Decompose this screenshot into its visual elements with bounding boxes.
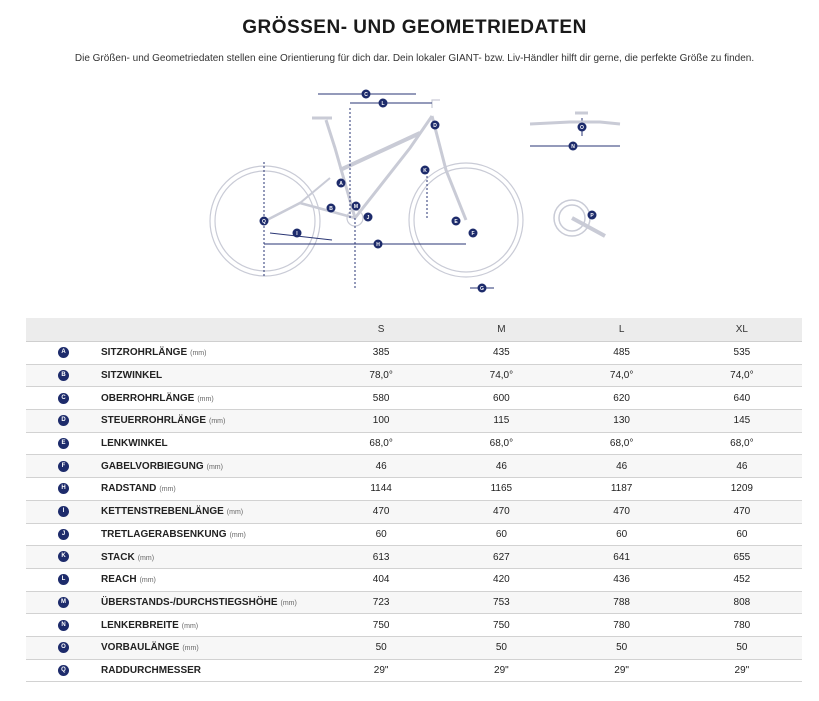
- value-cell-m: 29": [441, 659, 561, 682]
- parameter-unit: (mm): [182, 645, 199, 653]
- value-cell-s: 723: [321, 591, 441, 614]
- table-body: [26, 342, 802, 682]
- row-letter-badge: I: [58, 506, 69, 517]
- label-G: G: [480, 286, 484, 292]
- value-cell-m: 420: [441, 568, 561, 591]
- geometry-diagram: [0, 78, 819, 308]
- value-cell-s: 750: [321, 614, 441, 637]
- value-cell-l: 74,0°: [562, 364, 682, 387]
- row-name-cell: [101, 636, 321, 659]
- label-L: L: [381, 101, 385, 107]
- label-O: O: [580, 125, 584, 131]
- parameter-unit: (mm): [206, 463, 223, 471]
- row-name-cell: [101, 342, 321, 365]
- label-J: J: [366, 215, 370, 221]
- value-cell-s: 404: [321, 568, 441, 591]
- value-cell-s: 60: [321, 523, 441, 546]
- label-C: C: [364, 92, 368, 98]
- parameter-name: VORBAULÄNGE: [101, 642, 180, 654]
- parameter-name: LENKWINKEL: [101, 438, 168, 450]
- header-size-xl: XL: [682, 318, 802, 342]
- value-cell-xl: 145: [682, 410, 802, 433]
- value-cell-s: 385: [321, 342, 441, 365]
- row-letter-badge: Q: [58, 665, 69, 676]
- value-cell-m: 435: [441, 342, 561, 365]
- row-badge-cell: [26, 636, 101, 659]
- parameter-name: RADSTAND: [101, 483, 157, 495]
- parameter-name: TRETLAGERABSENKUNG: [101, 528, 227, 540]
- row-name-cell: [101, 387, 321, 410]
- value-cell-s: 78,0°: [321, 364, 441, 387]
- value-cell-m: 60: [441, 523, 561, 546]
- parameter-name: STACK: [101, 551, 135, 563]
- header-size-s: S: [321, 318, 441, 342]
- value-cell-s: 470: [321, 500, 441, 523]
- row-badge-cell: [26, 659, 101, 682]
- value-cell-s: 613: [321, 546, 441, 569]
- value-cell-l: 780: [562, 614, 682, 637]
- value-cell-m: 750: [441, 614, 561, 637]
- row-badge-cell: [26, 432, 101, 455]
- row-badge-cell: [26, 500, 101, 523]
- parameter-name: STEUERROHRLÄNGE: [101, 415, 207, 427]
- value-cell-xl: 74,0°: [682, 364, 802, 387]
- row-badge-cell: [26, 455, 101, 478]
- value-cell-s: 46: [321, 455, 441, 478]
- value-cell-m: 627: [441, 546, 561, 569]
- value-cell-xl: 50: [682, 636, 802, 659]
- value-cell-xl: 470: [682, 500, 802, 523]
- label-D: D: [433, 123, 437, 129]
- parameter-unit: (mm): [159, 486, 176, 494]
- row-badge-cell: [26, 478, 101, 501]
- table-header-row: [26, 318, 802, 342]
- parameter-name: ÜBERSTANDS-/DURCHSTIEGSHÖHE: [101, 596, 278, 608]
- value-cell-s: 100: [321, 410, 441, 433]
- value-cell-m: 68,0°: [441, 432, 561, 455]
- parameter-name: GABELVORBIEGUNG: [101, 460, 204, 472]
- header-name: [101, 318, 321, 342]
- parameter-unit: (mm): [226, 509, 244, 517]
- parameter-unit: (mm): [181, 622, 199, 630]
- row-letter-badge: H: [58, 483, 69, 494]
- value-cell-l: 68,0°: [562, 432, 682, 455]
- row-name-cell: [101, 500, 321, 523]
- parameter-name: KETTENSTREBENLÄNGE: [101, 506, 224, 518]
- value-cell-xl: 29": [682, 659, 802, 682]
- label-B: B: [329, 206, 333, 212]
- parameter-name: REACH: [101, 574, 137, 586]
- row-name-cell: [101, 546, 321, 569]
- value-cell-l: 788: [562, 591, 682, 614]
- parameter-unit: (mm): [209, 418, 226, 426]
- label-E: E: [454, 219, 458, 225]
- row-badge-cell: [26, 523, 101, 546]
- value-cell-m: 1165: [441, 478, 561, 501]
- parameter-name: SITZWINKEL: [101, 370, 163, 382]
- label-F: F: [471, 231, 475, 237]
- header-size-l: L: [562, 318, 682, 342]
- table-row: [26, 432, 802, 455]
- header-size-m: M: [441, 318, 561, 342]
- row-name-cell: [101, 455, 321, 478]
- value-cell-xl: 68,0°: [682, 432, 802, 455]
- value-cell-xl: 780: [682, 614, 802, 637]
- row-letter-badge: O: [58, 642, 69, 653]
- table-row: [26, 636, 802, 659]
- label-Q: Q: [262, 219, 266, 225]
- row-badge-cell: [26, 387, 101, 410]
- header-badge: [26, 318, 101, 342]
- row-name-cell: [101, 591, 321, 614]
- value-cell-l: 620: [562, 387, 682, 410]
- table-row: [26, 410, 802, 433]
- table-row: [26, 659, 802, 682]
- value-cell-xl: 46: [682, 455, 802, 478]
- parameter-name: LENKERBREITE: [101, 619, 179, 631]
- table-row: [26, 387, 802, 410]
- value-cell-l: 50: [562, 636, 682, 659]
- value-cell-m: 74,0°: [441, 364, 561, 387]
- row-letter-badge: D: [58, 415, 69, 426]
- table-row: [26, 523, 802, 546]
- table-row: [26, 546, 802, 569]
- row-letter-badge: B: [58, 370, 69, 381]
- label-H: H: [376, 242, 380, 248]
- page-subtitle: Die Größen- und Geometriedaten stellen eine Orientierung für dich dar. Dein lokaler GIANT- bzw. Liv-Händler hilft dir gerne, die perfekte Größe zu finden.: [74, 53, 755, 64]
- row-badge-cell: [26, 614, 101, 637]
- label-P: P: [590, 213, 594, 219]
- label-M: M: [353, 204, 359, 210]
- row-letter-badge: L: [58, 574, 69, 585]
- row-name-cell: [101, 568, 321, 591]
- row-name-cell: [101, 478, 321, 501]
- row-name-cell: [101, 659, 321, 682]
- value-cell-xl: 452: [682, 568, 802, 591]
- row-badge-cell: [26, 342, 101, 365]
- row-letter-badge: E: [58, 438, 69, 449]
- table-row: [26, 500, 802, 523]
- value-cell-l: 436: [562, 568, 682, 591]
- parameter-name: RADDURCHMESSER: [101, 664, 202, 676]
- row-letter-badge: K: [58, 551, 69, 562]
- value-cell-xl: 1209: [682, 478, 802, 501]
- row-letter-badge: C: [58, 393, 69, 404]
- label-N: N: [571, 144, 575, 150]
- value-cell-m: 115: [441, 410, 561, 433]
- value-cell-m: 50: [441, 636, 561, 659]
- value-cell-xl: 535: [682, 342, 802, 365]
- row-letter-badge: M: [58, 597, 69, 608]
- table-row: [26, 614, 802, 637]
- value-cell-s: 68,0°: [321, 432, 441, 455]
- value-cell-m: 600: [441, 387, 561, 410]
- value-cell-xl: 808: [682, 591, 802, 614]
- value-cell-l: 130: [562, 410, 682, 433]
- value-cell-s: 580: [321, 387, 441, 410]
- value-cell-m: 470: [441, 500, 561, 523]
- page-title: GRÖSSEN- UND GEOMETRIEDATEN: [242, 17, 587, 38]
- label-K: K: [423, 168, 427, 174]
- table-row: [26, 455, 802, 478]
- parameter-name: SITZROHRLÄNGE: [101, 347, 188, 359]
- label-A: A: [339, 181, 343, 187]
- value-cell-l: 485: [562, 342, 682, 365]
- value-cell-s: 1144: [321, 478, 441, 501]
- row-badge-cell: [26, 546, 101, 569]
- parameter-unit: (mm): [229, 531, 246, 539]
- value-cell-l: 470: [562, 500, 682, 523]
- parameter-unit: (mm): [139, 577, 156, 585]
- value-cell-s: 29": [321, 659, 441, 682]
- row-badge-cell: [26, 568, 101, 591]
- row-name-cell: [101, 614, 321, 637]
- parameter-unit: (mm): [190, 350, 207, 358]
- parameter-unit: (mm): [280, 599, 297, 607]
- table-row: [26, 478, 802, 501]
- row-badge-cell: [26, 591, 101, 614]
- table-row: [26, 591, 802, 614]
- row-letter-badge: N: [58, 620, 69, 631]
- value-cell-xl: 655: [682, 546, 802, 569]
- value-cell-m: 46: [441, 455, 561, 478]
- parameter-unit: (mm): [137, 554, 155, 562]
- parameter-unit: (mm): [197, 395, 214, 403]
- value-cell-xl: 60: [682, 523, 802, 546]
- row-name-cell: [101, 410, 321, 433]
- value-cell-l: 641: [562, 546, 682, 569]
- value-cell-s: 50: [321, 636, 441, 659]
- value-cell-m: 753: [441, 591, 561, 614]
- row-name-cell: [101, 432, 321, 455]
- geometry-table: [26, 318, 802, 682]
- value-cell-l: 46: [562, 455, 682, 478]
- parameter-name: OBERROHRLÄNGE: [101, 392, 195, 404]
- value-cell-l: 29": [562, 659, 682, 682]
- row-letter-badge: A: [58, 347, 69, 358]
- value-cell-xl: 640: [682, 387, 802, 410]
- row-badge-cell: [26, 364, 101, 387]
- value-cell-l: 60: [562, 523, 682, 546]
- row-name-cell: [101, 364, 321, 387]
- row-letter-badge: J: [58, 529, 69, 540]
- label-I: I: [296, 231, 298, 237]
- row-letter-badge: F: [58, 461, 69, 472]
- row-badge-cell: [26, 410, 101, 433]
- row-name-cell: [101, 523, 321, 546]
- table-row: [26, 568, 802, 591]
- table-row: [26, 342, 802, 365]
- value-cell-l: 1187: [562, 478, 682, 501]
- table-row: [26, 364, 802, 387]
